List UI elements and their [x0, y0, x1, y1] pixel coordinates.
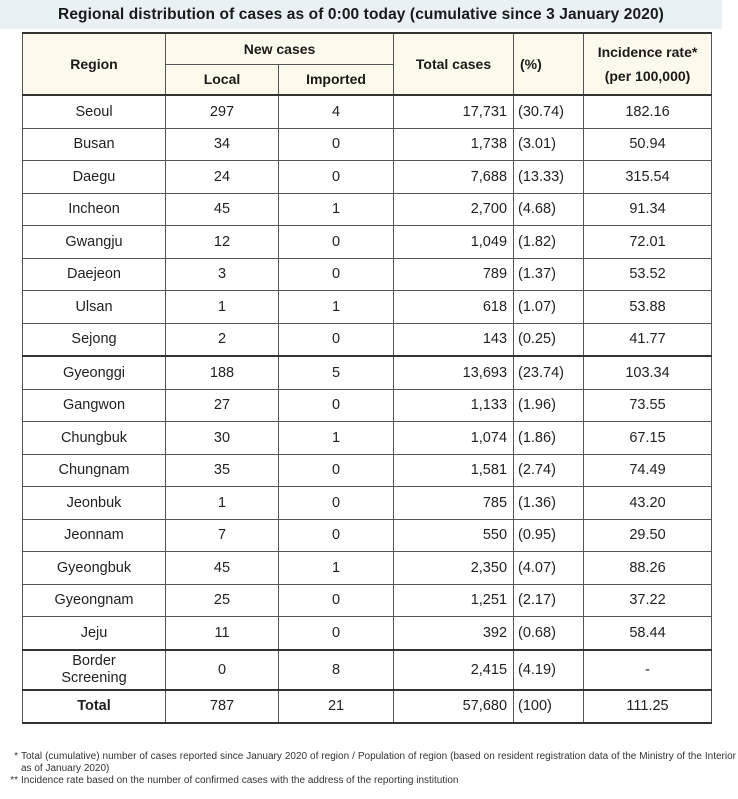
table-row [23, 389, 712, 422]
table-row [23, 95, 712, 128]
region-cell: Incheon [23, 193, 166, 226]
percent-cell: (3.01) [514, 128, 584, 161]
incidence-rate-cell: 67.15 [584, 422, 712, 455]
incidence-rate-cell: 315.54 [584, 161, 712, 194]
incidence-rate-cell: 50.94 [584, 128, 712, 161]
local-cases-cell: 0 [166, 650, 279, 690]
region-cell: Seoul [23, 95, 166, 128]
region-cell: Gyeonggi [23, 356, 166, 389]
table-row-border-screening [23, 650, 712, 690]
incidence-rate-cell: 111.25 [584, 690, 712, 724]
total-cases-cell: 1,074 [394, 422, 514, 455]
local-cases-cell: 188 [166, 356, 279, 389]
percent-cell: (0.95) [514, 519, 584, 552]
header-incidence-line2: (per 100,000) [604, 68, 691, 84]
footnote-mark: ** [10, 775, 18, 786]
total-cases-cell: 17,731 [394, 95, 514, 128]
header-local: Local [166, 64, 279, 95]
percent-cell: (0.68) [514, 617, 584, 650]
footnote-2 [8, 775, 736, 787]
percent-cell: (1.82) [514, 226, 584, 259]
table-row [23, 519, 712, 552]
imported-cases-cell: 0 [279, 617, 394, 650]
local-cases-cell: 2 [166, 323, 279, 356]
local-cases-cell: 12 [166, 226, 279, 259]
region-cell: Jeonnam [23, 519, 166, 552]
percent-cell: (1.36) [514, 487, 584, 520]
percent-cell: (0.25) [514, 323, 584, 356]
imported-cases-cell: 0 [279, 519, 394, 552]
local-cases-cell: 25 [166, 584, 279, 617]
incidence-rate-cell: 182.16 [584, 95, 712, 128]
header-region: Region [23, 33, 166, 95]
percent-cell: (23.74) [514, 356, 584, 389]
table-row [23, 552, 712, 585]
incidence-rate-cell: 53.88 [584, 291, 712, 324]
percent-cell: (4.68) [514, 193, 584, 226]
table-row [23, 323, 712, 356]
region-cell: Busan [23, 128, 166, 161]
total-cases-cell: 392 [394, 617, 514, 650]
incidence-rate-cell: 103.34 [584, 356, 712, 389]
local-cases-cell: 297 [166, 95, 279, 128]
total-cases-cell: 57,680 [394, 690, 514, 724]
imported-cases-cell: 1 [279, 552, 394, 585]
incidence-rate-cell: 73.55 [584, 389, 712, 422]
table-row [23, 617, 712, 650]
total-cases-cell: 1,251 [394, 584, 514, 617]
table-row [23, 193, 712, 226]
footnote-mark: * [14, 751, 18, 762]
total-cases-cell: 1,133 [394, 389, 514, 422]
total-cases-cell: 1,049 [394, 226, 514, 259]
region-cell: Daejeon [23, 258, 166, 291]
region-cell: Gyeongnam [23, 584, 166, 617]
imported-cases-cell: 0 [279, 258, 394, 291]
table-body [23, 95, 712, 723]
incidence-rate-cell: 58.44 [584, 617, 712, 650]
incidence-rate-cell: 29.50 [584, 519, 712, 552]
region-cell: Jeju [23, 617, 166, 650]
imported-cases-cell: 1 [279, 422, 394, 455]
total-cases-cell: 2,350 [394, 552, 514, 585]
total-cases-cell: 1,581 [394, 454, 514, 487]
imported-cases-cell: 1 [279, 193, 394, 226]
table-row [23, 584, 712, 617]
header-incidence-line1: Incidence rate* [597, 44, 698, 60]
percent-cell: (2.17) [514, 584, 584, 617]
table-row [23, 487, 712, 520]
table-row [23, 258, 712, 291]
incidence-rate-cell: 43.20 [584, 487, 712, 520]
table-row-total [23, 690, 712, 724]
imported-cases-cell: 0 [279, 487, 394, 520]
table-row [23, 226, 712, 259]
percent-cell: (1.86) [514, 422, 584, 455]
incidence-rate-cell: 72.01 [584, 226, 712, 259]
total-cases-cell: 7,688 [394, 161, 514, 194]
region-cell: Chungnam [23, 454, 166, 487]
local-cases-cell: 7 [166, 519, 279, 552]
total-cases-cell: 785 [394, 487, 514, 520]
region-cell: Chungbuk [23, 422, 166, 455]
region-cell: Daegu [23, 161, 166, 194]
percent-cell: (2.74) [514, 454, 584, 487]
imported-cases-cell: 0 [279, 323, 394, 356]
table-row [23, 161, 712, 194]
incidence-rate-cell: 91.34 [584, 193, 712, 226]
percent-cell: (30.74) [514, 95, 584, 128]
page-title: Regional distribution of cases as of 0:00 today (cumulative since 3 January 2020) [58, 6, 664, 23]
local-cases-cell: 24 [166, 161, 279, 194]
table-row [23, 291, 712, 324]
local-cases-cell: 45 [166, 193, 279, 226]
region-cell [23, 650, 166, 690]
percent-cell: (4.07) [514, 552, 584, 585]
imported-cases-cell: 0 [279, 161, 394, 194]
region-cell: Gangwon [23, 389, 166, 422]
header-percent: (%) [514, 33, 584, 95]
percent-cell: (4.19) [514, 650, 584, 690]
total-cases-cell: 2,415 [394, 650, 514, 690]
local-cases-cell: 3 [166, 258, 279, 291]
region-cell: Ulsan [23, 291, 166, 324]
percent-cell: (13.33) [514, 161, 584, 194]
total-cases-cell: 550 [394, 519, 514, 552]
imported-cases-cell: 0 [279, 226, 394, 259]
imported-cases-cell: 1 [279, 291, 394, 324]
total-cases-cell: 2,700 [394, 193, 514, 226]
incidence-rate-cell: 53.52 [584, 258, 712, 291]
table-row [23, 422, 712, 455]
region-line2: Screening [61, 669, 127, 686]
percent-cell: (1.37) [514, 258, 584, 291]
local-cases-cell: 34 [166, 128, 279, 161]
region-cell: Gyeongbuk [23, 552, 166, 585]
header-imported: Imported [279, 64, 394, 95]
incidence-rate-cell: - [584, 650, 712, 690]
table-row [23, 356, 712, 389]
header-new-cases: New cases [166, 33, 394, 64]
imported-cases-cell: 8 [279, 650, 394, 690]
imported-cases-cell: 5 [279, 356, 394, 389]
incidence-rate-cell: 88.26 [584, 552, 712, 585]
imported-cases-cell: 21 [279, 690, 394, 724]
regional-cases-table [22, 32, 712, 724]
local-cases-cell: 30 [166, 422, 279, 455]
incidence-rate-cell: 37.22 [584, 584, 712, 617]
footnotes [8, 751, 736, 787]
total-cases-cell: 789 [394, 258, 514, 291]
header-total-cases: Total cases [394, 33, 514, 95]
footnote-text: Total (cumulative) number of cases reported since January 2020 of region / Population of region (based on resident registration data of the Ministry of the Interior as of January 2020) [21, 751, 736, 774]
title-banner [0, 0, 722, 29]
local-cases-cell: 27 [166, 389, 279, 422]
percent-cell: (100) [514, 690, 584, 724]
region-cell: Total [23, 690, 166, 724]
imported-cases-cell: 0 [279, 584, 394, 617]
header-incidence-rate [584, 33, 712, 95]
percent-cell: (1.07) [514, 291, 584, 324]
percent-cell: (1.96) [514, 389, 584, 422]
total-cases-cell: 618 [394, 291, 514, 324]
region-cell: Gwangju [23, 226, 166, 259]
local-cases-cell: 11 [166, 617, 279, 650]
local-cases-cell: 1 [166, 291, 279, 324]
local-cases-cell: 35 [166, 454, 279, 487]
table-row [23, 454, 712, 487]
local-cases-cell: 45 [166, 552, 279, 585]
footnote-1 [8, 751, 736, 775]
total-cases-cell: 13,693 [394, 356, 514, 389]
total-cases-cell: 1,738 [394, 128, 514, 161]
table-row [23, 128, 712, 161]
incidence-rate-cell: 74.49 [584, 454, 712, 487]
imported-cases-cell: 4 [279, 95, 394, 128]
imported-cases-cell: 0 [279, 389, 394, 422]
local-cases-cell: 1 [166, 487, 279, 520]
local-cases-cell: 787 [166, 690, 279, 724]
region-cell: Sejong [23, 323, 166, 356]
incidence-rate-cell: 41.77 [584, 323, 712, 356]
imported-cases-cell: 0 [279, 128, 394, 161]
region-cell: Jeonbuk [23, 487, 166, 520]
imported-cases-cell: 0 [279, 454, 394, 487]
total-cases-cell: 143 [394, 323, 514, 356]
footnote-text: Incidence rate based on the number of confirmed cases with the address of the reporting institution [21, 775, 459, 786]
region-line1: Border [72, 652, 116, 669]
